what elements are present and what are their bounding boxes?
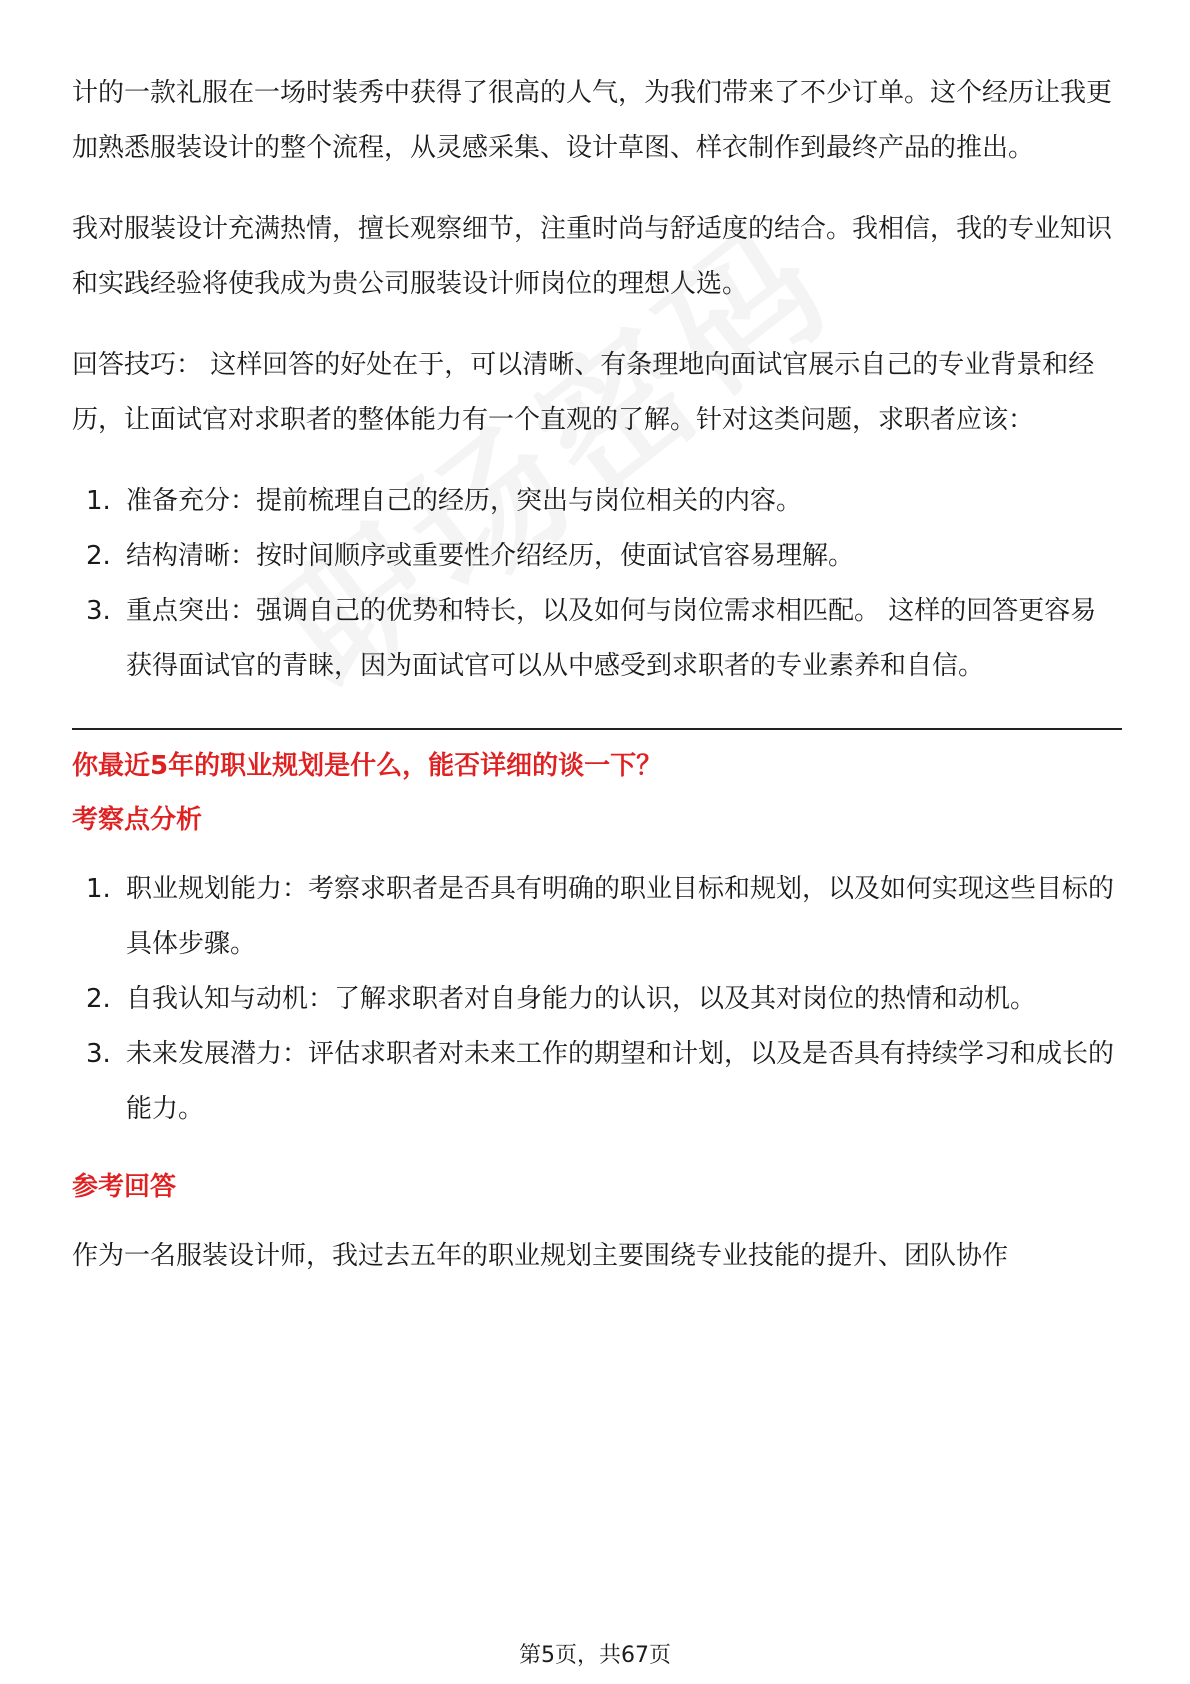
list-item bbox=[72, 862, 1122, 972]
document-body bbox=[72, 66, 1122, 1310]
tips-list bbox=[72, 474, 1122, 694]
question-heading: 你最近5年的职业规划是什么，能否详细的谈一下？ bbox=[72, 751, 663, 781]
list-item bbox=[72, 474, 1122, 529]
page-footer: 第5页，共67页 bbox=[519, 1643, 671, 1668]
list-item-text: 职业规划能力：考察求职者是否具有明确的职业目标和规划，以及如何实现这些目标的具体步骤。 bbox=[126, 874, 1115, 959]
list-number: 3. bbox=[86, 1039, 111, 1069]
list-item-text: 未来发展潜力：评估求职者对未来工作的期望和计划，以及是否具有持续学习和成长的能力。 bbox=[126, 1039, 1115, 1124]
intro-paragraph-2: 我对服装设计充满热情，擅长观察细节，注重时尚与舒适度的结合。我相信，我的专业知识和实践经验将使我成为贵公司服装设计师岗位的理想人选。 bbox=[72, 214, 1113, 299]
analysis-heading: 考察点分析 bbox=[72, 805, 203, 835]
list-item bbox=[72, 1027, 1122, 1137]
list-item bbox=[72, 972, 1122, 1027]
answer-tips-paragraph: 回答技巧： 这样回答的好处在于，可以清晰、有条理地向面试官展示自己的专业背景和经历，让面试官对求职者的整体能力有一个直观的了解。针对这类问题，求职者应该： bbox=[72, 350, 1095, 435]
section-divider bbox=[72, 728, 1122, 730]
list-number: 2. bbox=[86, 984, 111, 1014]
list-number: 1. bbox=[86, 874, 111, 904]
intro-paragraph-1: 计的一款礼服在一场时装秀中获得了很高的人气，为我们带来了不少订单。这个经历让我更加熟悉服装设计的整个流程，从灵感采集、设计草图、样衣制作到最终产品的推出。 bbox=[72, 78, 1113, 163]
list-item bbox=[72, 529, 1122, 584]
list-number: 2. bbox=[86, 541, 111, 571]
reference-answer-text: 作为一名服装设计师，我过去五年的职业规划主要围绕专业技能的提升、团队协作 bbox=[72, 1241, 1009, 1271]
list-item-text: 结构清晰：按时间顺序或重要性介绍经历，使面试官容易理解。 bbox=[126, 541, 855, 571]
list-item bbox=[72, 584, 1122, 694]
list-number: 1. bbox=[86, 486, 111, 516]
list-number: 3. bbox=[86, 596, 111, 626]
list-item-text: 自我认知与动机：了解求职者对自身能力的认识，以及其对岗位的热情和动机。 bbox=[126, 984, 1037, 1014]
reference-answer-heading: 参考回答 bbox=[72, 1172, 177, 1202]
list-item-text: 重点突出：强调自己的优势和特长，以及如何与岗位需求相匹配。 这样的回答更容易获得面试官的青睐，因为面试官可以从中感受到求职者的专业素养和自信。 bbox=[126, 596, 1097, 681]
analysis-list bbox=[72, 862, 1122, 1137]
list-item-text: 准备充分：提前梳理自己的经历，突出与岗位相关的内容。 bbox=[126, 486, 803, 516]
